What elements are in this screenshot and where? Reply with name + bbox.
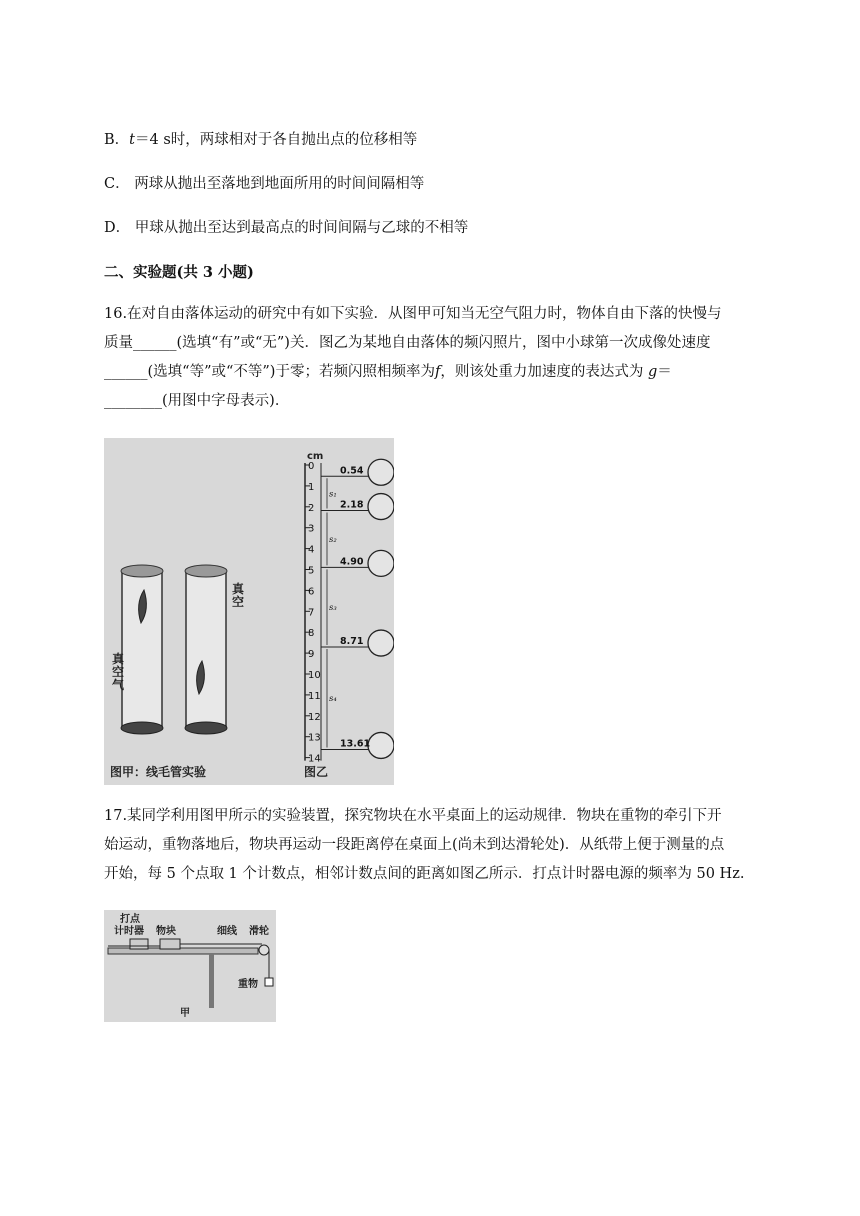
scale-tick-label: 12 xyxy=(308,711,321,723)
tube-left-label: 真空气 xyxy=(112,652,125,692)
q16-line-3: ______(选填“等”或“不等”)于零；若频闪照相频率为f，则该处重力加速度的表达式为 g＝ xyxy=(104,364,672,380)
option-d: D． 甲球从抛出至达到最高点的时间间隔与乙球的不相等 xyxy=(104,220,469,236)
pulley-label: 滑轮 xyxy=(249,926,269,937)
scale-tick-label: 7 xyxy=(308,607,315,619)
tube-left xyxy=(121,565,163,734)
q17-line-3: 开始，每 5 个点取 1 个计数点，相邻计数点间的距离如图乙所示．打点计时器电源的频率为 50 Hz. xyxy=(104,866,745,882)
scale-tick-label: 1 xyxy=(308,481,315,493)
question-16 xyxy=(104,300,756,416)
ball-icon xyxy=(368,732,394,758)
position-label: 4.90 xyxy=(340,556,364,568)
scale-tick-label: 4 xyxy=(308,544,315,556)
ball-icon xyxy=(368,630,394,656)
position-label: 13.61 xyxy=(340,738,371,750)
scale-tick-label: 11 xyxy=(308,690,321,702)
scale-tick-label: 2 xyxy=(308,502,315,514)
position-label: 2.18 xyxy=(340,499,364,511)
segment-label: s₄ xyxy=(329,694,337,705)
q16-line-1: 16.在对自由落体运动的研究中有如下实验．从图甲可知当无空气阻力时，物体自由下落的快慢与 xyxy=(104,306,722,322)
q16-var-g: g xyxy=(647,364,658,380)
figure-apparatus xyxy=(104,910,276,1022)
scale-tick-label: 3 xyxy=(308,523,315,535)
apparatus-caption: 甲 xyxy=(180,1008,190,1019)
ball-icon xyxy=(368,459,394,485)
timer-box xyxy=(130,939,148,949)
ball-icon xyxy=(368,494,394,520)
figure-free-fall xyxy=(104,438,394,785)
scale-tick-label: 6 xyxy=(308,586,315,598)
ball-icon xyxy=(368,550,394,576)
block-label: 物块 xyxy=(156,926,176,937)
timer-label-2: 计时器 xyxy=(114,926,144,937)
scale-tick-label: 14 xyxy=(308,753,321,765)
timer-label-1: 打点 xyxy=(120,914,140,925)
q17-line-1: 17.某同学利用图甲所示的实验装置，探究物块在水平桌面上的运动规律．物块在重物的牵引下开 xyxy=(104,808,722,824)
q17-line-2: 始运动，重物落地后，物块再运动一段距离停在桌面上(尚未到达滑轮处)．从纸带上便于测量的点 xyxy=(104,837,725,853)
segment-label: s₃ xyxy=(329,603,337,614)
q16-var-f: f xyxy=(434,364,441,380)
position-label: 8.71 xyxy=(340,636,364,648)
figure-apparatus-svg xyxy=(104,910,276,1022)
position-label: 0.54 xyxy=(340,465,364,477)
scale-tick-label: 0 xyxy=(308,461,315,472)
section-heading: 二、实验题(共 3 小题) xyxy=(104,264,254,281)
q16-line-2: 质量______(选填“有”或“无”)关．图乙为某地自由落体的频闪照片，图中小球第一次成像处速度 xyxy=(104,335,711,351)
scale-tick-label: 5 xyxy=(308,565,315,577)
table-leg xyxy=(209,954,214,1008)
string-label: 细线 xyxy=(217,926,237,937)
option-b-text: ＝4 s时，两球相对于各自抛出点的位移相等 xyxy=(134,132,418,148)
segment-label: s₂ xyxy=(329,534,337,545)
option-b xyxy=(104,130,417,150)
block-box xyxy=(160,939,180,949)
caption-left: 图甲：线毛管实验 xyxy=(110,765,207,779)
pulley-icon xyxy=(259,945,269,955)
q16-line-4: ________(用图中字母表示)． xyxy=(104,393,290,409)
figure-free-fall-svg xyxy=(104,438,394,785)
scale-tick-label: 8 xyxy=(308,628,315,640)
question-17 xyxy=(104,802,756,889)
scale-tick-label: 9 xyxy=(308,649,315,661)
weight-label: 重物 xyxy=(238,979,258,990)
segment-label: s₁ xyxy=(329,489,337,500)
tube-right xyxy=(185,565,227,734)
option-b-label: B． xyxy=(104,132,130,148)
scale-unit: cm xyxy=(307,451,324,462)
scale-tick-label: 13 xyxy=(308,732,321,744)
scale-tick-label: 10 xyxy=(308,670,321,681)
option-b-var: t xyxy=(129,132,135,148)
caption-right: 图乙 xyxy=(304,765,329,779)
weight-icon xyxy=(265,978,273,986)
tube-right-label: 真空 xyxy=(232,582,245,609)
option-c: C． 两球从抛出至落地到地面所用的时间间隔相等 xyxy=(104,176,425,192)
